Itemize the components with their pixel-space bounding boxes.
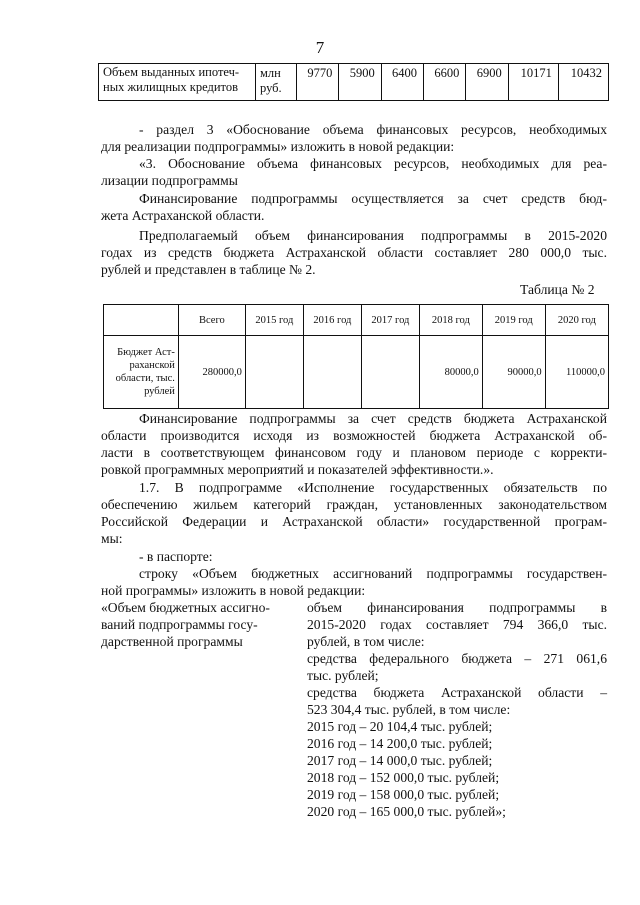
paragraph-line: - раздел 3 «Обоснование объема финансовых ресурсов, необходимых [139, 122, 607, 137]
paragraph-line: 1.7. В подпрограмме «Исполнение государственных обязательств по [139, 480, 607, 495]
paragraph-line: лизации подпрограммы [101, 173, 238, 188]
unit-line: млн [260, 66, 281, 80]
value-cell [361, 336, 419, 409]
label-line: области, тыс. [115, 373, 175, 384]
paragraph-line: ровкой программных мероприятий и показателей эффективности.». [101, 462, 494, 477]
paragraph-line: Финансирование подпрограммы за счет средств бюджета Астраханской [139, 411, 607, 426]
right-col-line: 523 304,4 тыс. рублей, в том числе: [307, 702, 511, 717]
left-col-line: «Объем бюджетных ассигно- [101, 600, 270, 615]
row-label [99, 64, 256, 101]
row-label [104, 336, 179, 409]
mortgage-table [98, 63, 609, 101]
label-line: Бюджет Аст- [117, 347, 175, 358]
left-col-line: ваний подпрограммы госу- [101, 617, 258, 632]
right-col-line: 2017 год – 14 000,0 тыс. рублей; [307, 753, 493, 768]
value-cell: 9770 [297, 64, 339, 101]
right-col-line: 2018 год – 152 000,0 тыс. рублей; [307, 770, 500, 785]
value-cell: 80000,0 [419, 336, 482, 409]
header-cell: 2015 год [245, 305, 303, 336]
value-cell: 110000,0 [545, 336, 608, 409]
unit-line: руб. [260, 81, 282, 95]
right-col-line: 2020 год – 165 000,0 тыс. рублей»; [307, 804, 506, 819]
header-cell: 2016 год [303, 305, 361, 336]
right-col-line: 2016 год – 14 200,0 тыс. рублей; [307, 736, 493, 751]
table-header-row [104, 305, 609, 336]
paragraph-line: обеспечению жильем категорий граждан, установленных законодательством [101, 497, 607, 512]
header-cell: Всего [178, 305, 245, 336]
header-cell: 2018 год [419, 305, 482, 336]
paragraph-line: - в паспорте: [139, 549, 213, 564]
value-cell: 5900 [339, 64, 381, 101]
label-line: рублей [144, 386, 175, 397]
right-col-line: средства бюджета Астраханской области – [307, 685, 607, 700]
table-caption: Таблица № 2 [520, 282, 595, 297]
value-cell: 6600 [424, 64, 466, 101]
value-cell: 10432 [558, 64, 608, 101]
value-cell: 280000,0 [178, 336, 245, 409]
paragraph-line: области производится исходя из возможностей бюджета Астраханской об- [101, 428, 607, 443]
right-col-line: объем финансирования подпрограммы в [307, 600, 607, 615]
header-cell: 2017 год [361, 305, 419, 336]
right-col-line: 2015-2020 годах составляет 794 366,0 тыс. [307, 617, 607, 632]
header-cell [104, 305, 179, 336]
paragraph-line: Предполагаемый объем финансирования подпрограммы в 2015-2020 [139, 228, 607, 243]
label-line: Объем выданных ипотеч- [103, 65, 240, 79]
header-cell: 2020 год [545, 305, 608, 336]
paragraph-line: «3. Обоснование объема финансовых ресурсов, необходимых для реа- [139, 156, 607, 171]
value-cell: 90000,0 [482, 336, 545, 409]
label-line: ных жилищных кредитов [103, 80, 239, 94]
paragraph-line: строку «Объем бюджетных ассигнований подпрограммы государствен- [139, 566, 607, 581]
table-row [99, 64, 609, 101]
paragraph-line: ной программы» изложить в новой редакции: [101, 583, 366, 598]
value-cell: 10171 [508, 64, 558, 101]
paragraph-line: Российской Федерации и Астраханской области» государственной програм- [101, 514, 607, 529]
paragraph-line: годах из средств бюджета Астраханской области составляет 280 000,0 тыс. [101, 245, 607, 260]
value-cell: 6400 [381, 64, 423, 101]
unit-cell [256, 64, 297, 101]
paragraph-line: Финансирование подпрограммы осуществляется за счет средств бюд- [139, 191, 607, 206]
right-col-line: средства федерального бюджета – 271 061,6 [307, 651, 607, 666]
financing-table [103, 304, 609, 409]
value-cell: 6900 [466, 64, 508, 101]
right-col-line: тыс. рублей; [307, 668, 379, 683]
label-line: раханской [129, 360, 175, 371]
paragraph-line: рублей и представлен в таблице № 2. [101, 262, 316, 277]
left-col-line: дарственной программы [101, 634, 243, 649]
page-number: 7 [315, 38, 325, 57]
table-row [104, 336, 609, 409]
paragraph-line: мы: [101, 531, 123, 546]
right-col-line: рублей, в том числе: [307, 634, 425, 649]
header-cell: 2019 год [482, 305, 545, 336]
paragraph-line: жета Астраханской области. [101, 208, 265, 223]
value-cell [245, 336, 303, 409]
right-col-line: 2015 год – 20 104,4 тыс. рублей; [307, 719, 493, 734]
right-col-line: 2019 год – 158 000,0 тыс. рублей; [307, 787, 500, 802]
paragraph-line: для реализации подпрограммы» изложить в новой редакции: [101, 139, 455, 154]
value-cell [303, 336, 361, 409]
paragraph-line: ласти в соответствующем финансовом году и плановом периоде с корректи- [101, 445, 607, 460]
